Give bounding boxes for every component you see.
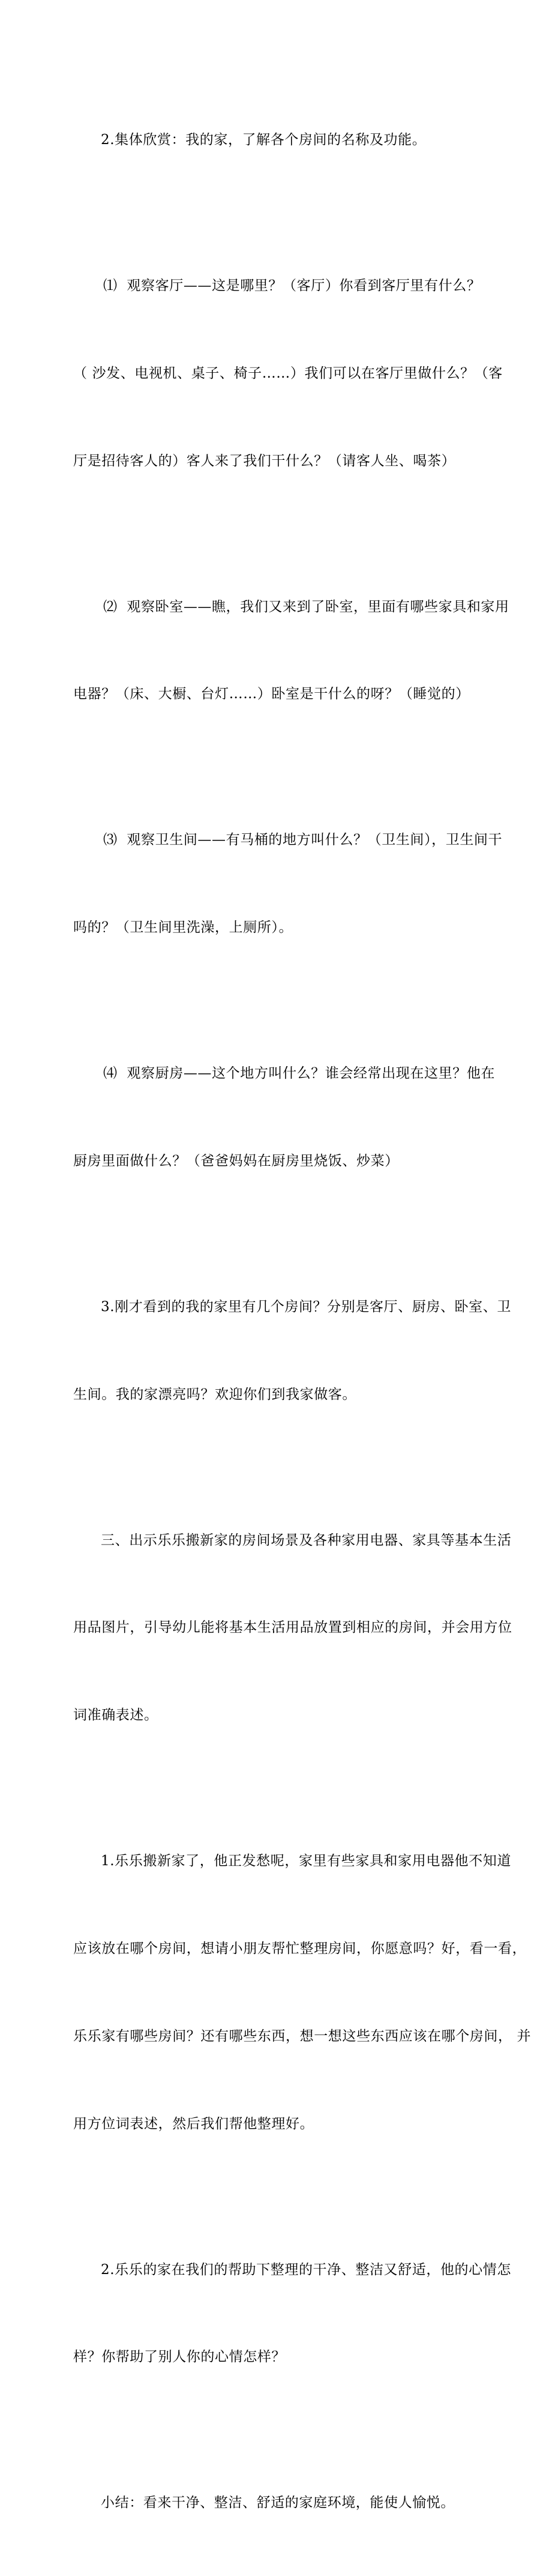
text-line: 1.乐乐搬新家了，他正发愁呢，家里有些家具和家用电器他不知道 xyxy=(101,1853,511,1869)
paragraph-summary xyxy=(73,2430,487,2576)
text-line: 样？你帮助了别人你的心情怎样？ xyxy=(73,2349,286,2365)
paragraph-lele-moving xyxy=(73,1788,532,2197)
paragraph-living-room xyxy=(73,213,503,534)
text-line: ⑴ 观察客厅——这是哪里？（客厅）你看到客厅里有什么？ xyxy=(103,278,481,294)
text-line: 小结：看来干净、整洁、舒适的家庭环境，能使人愉悦。 xyxy=(101,2495,455,2511)
paragraph-kitchen xyxy=(73,1001,496,1234)
text-line: 乐乐家有哪些房间？还有哪些东西，想一想这些东西应该在哪个房间， 并 xyxy=(73,2028,532,2044)
text-line: ⑷ 观察厨房——这个地方叫什么？谁会经常出现在这里？他在 xyxy=(103,1066,496,1082)
text-line: （ 沙发、电视机、桌子、椅子……）我们可以在客厅里做什么？（客 xyxy=(73,365,503,381)
document-body xyxy=(73,67,532,2576)
paragraph-room-count xyxy=(73,1234,511,1468)
paragraph-bedroom xyxy=(73,534,509,768)
text-line: 厅是招待客人的）客人来了我们干什么？（请客人坐、喝茶） xyxy=(73,453,456,469)
text-line: 三、出示乐乐搬新家的房间场景及各种家用电器、家具等基本生活 xyxy=(101,1532,512,1548)
text-line: ⑶ 观察卫生间——有马桶的地方叫什么？（卫生间），卫生间干 xyxy=(103,832,503,848)
text-line: 词准确表述。 xyxy=(73,1707,158,1724)
paragraph-bathroom xyxy=(73,767,503,1001)
text-line: 厨房里面做什么？（爸爸妈妈在厨房里烧饭、炒菜） xyxy=(73,1153,399,1169)
paragraph-appreciation-intro xyxy=(73,67,487,213)
text-line: 电器？（床、大橱、台灯……）卧室是干什么的呀？（睡觉的） xyxy=(73,686,470,702)
text-line: 生间。我的家漂亮吗？欢迎你们到我家做客。 xyxy=(73,1386,356,1402)
text-line: 3.刚才看到的我的家里有几个房间？分别是客厅、厨房、卧室、卫 xyxy=(101,1299,511,1315)
text-line: 用方位词表述，然后我们帮他整理好。 xyxy=(73,2116,314,2132)
text-line: 用品图片，引导幼儿能将基本生活用品放置到相应的房间，并会用方位 xyxy=(73,1620,512,1636)
paragraph-lele-mood xyxy=(73,2197,511,2430)
paragraph-section-three xyxy=(73,1468,512,1789)
text-line: 2.乐乐的家在我们的帮助下整理的干净、整洁又舒适，他的心情怎 xyxy=(101,2261,511,2278)
text-line: 2.集体欣赏：我的家，了解各个房间的名称及功能。 xyxy=(101,132,427,148)
text-line: 应该放在哪个房间，想请小朋友帮忙整理房间，你愿意吗？好，看一看， xyxy=(73,1941,527,1956)
text-line: 吗的？（卫生间里洗澡，上厕所）。 xyxy=(73,920,293,936)
text-line: ⑵ 观察卧室——瞧，我们又来到了卧室，里面有哪些家具和家用 xyxy=(103,599,509,615)
